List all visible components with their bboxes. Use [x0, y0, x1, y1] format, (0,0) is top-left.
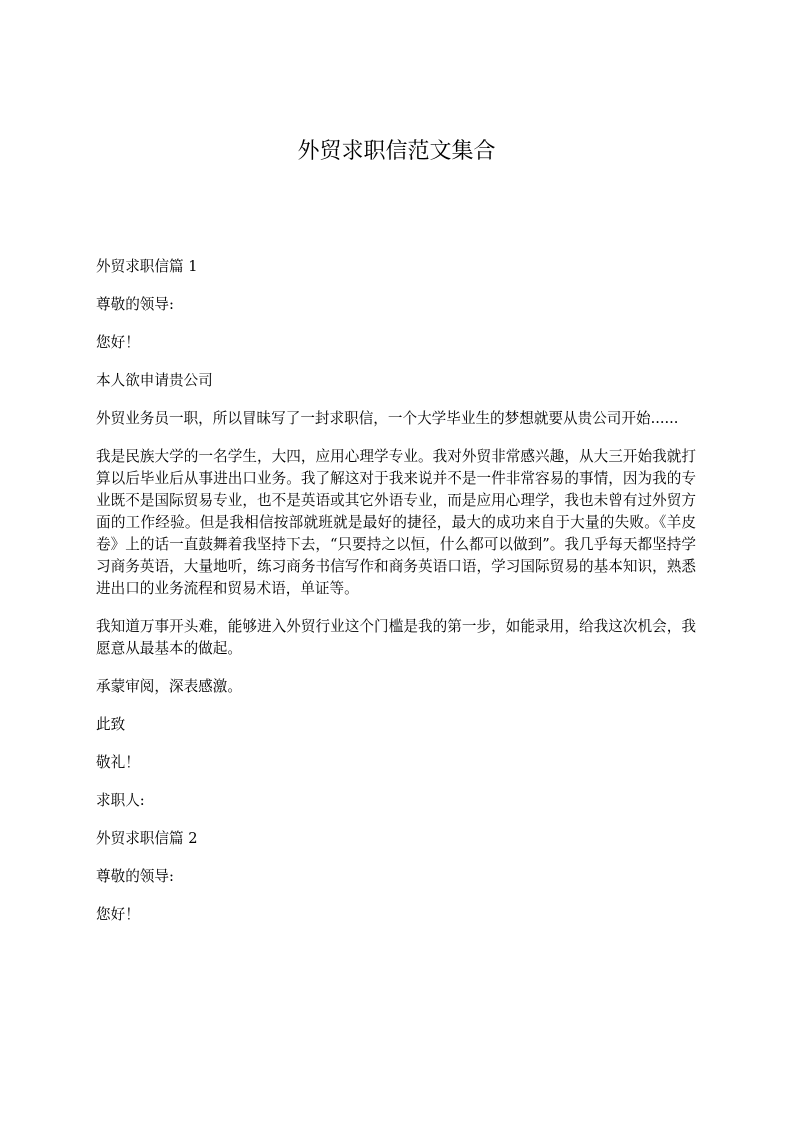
paragraph-apply: 本人欲申请贵公司 [96, 372, 213, 389]
closing-jingli: 敬礼！ [96, 754, 140, 771]
closing-cizhi: 此致 [96, 716, 126, 733]
signature-label: 求职人: [96, 792, 145, 809]
document-body [96, 256, 696, 942]
salutation-2: 尊敬的领导: [96, 868, 174, 885]
salutation: 尊敬的领导: [96, 296, 174, 313]
document-title: 外贸求职信范文集合 [297, 139, 496, 164]
greeting: 您好！ [96, 334, 140, 351]
paragraph-thanks: 承蒙审阅，深表感激。 [96, 678, 242, 695]
letter-heading-2: 外贸求职信篇 2 [96, 830, 198, 847]
letter-heading-1: 外贸求职信篇 1 [96, 258, 198, 275]
greeting-2: 您好！ [96, 906, 140, 923]
paragraph-background: 我是民族大学的一名学生，大四，应用心理学专业。我对外贸非常感兴趣，从大三开始我就打算以后毕业后从事进出口业务。我了解这对于我来说并不是一件非常容易的事情，因为我的专业既不是国际贸易专业，也不是英语或其它外语专业，而是应用心理学，我也未曾有过外贸方面的工作经验。但是我相信按部就班就是最好的捷径，最大的成功来自于大量的失败。《羊皮卷》上的话一直鼓舞着我坚持下去，“只要持之以恒，什么都可以做到”。我几乎每天都坚持学习商务英语，大量地听，练习商务书信写作和商务英语口语，学习国际贸易的基本知识，熟悉进出口的业务流程和贸易术语，单证等。 [96, 448, 696, 597]
paragraph-position: 外贸业务员一职，所以冒昧写了一封求职信，一个大学毕业生的梦想就要从贵公司开始...... [96, 410, 679, 427]
paragraph-intent: 我知道万事开头难，能够进入外贸行业这个门槛是我的第一步，如能录用，给我这次机会，我愿意从最基本的做起。 [96, 618, 696, 657]
